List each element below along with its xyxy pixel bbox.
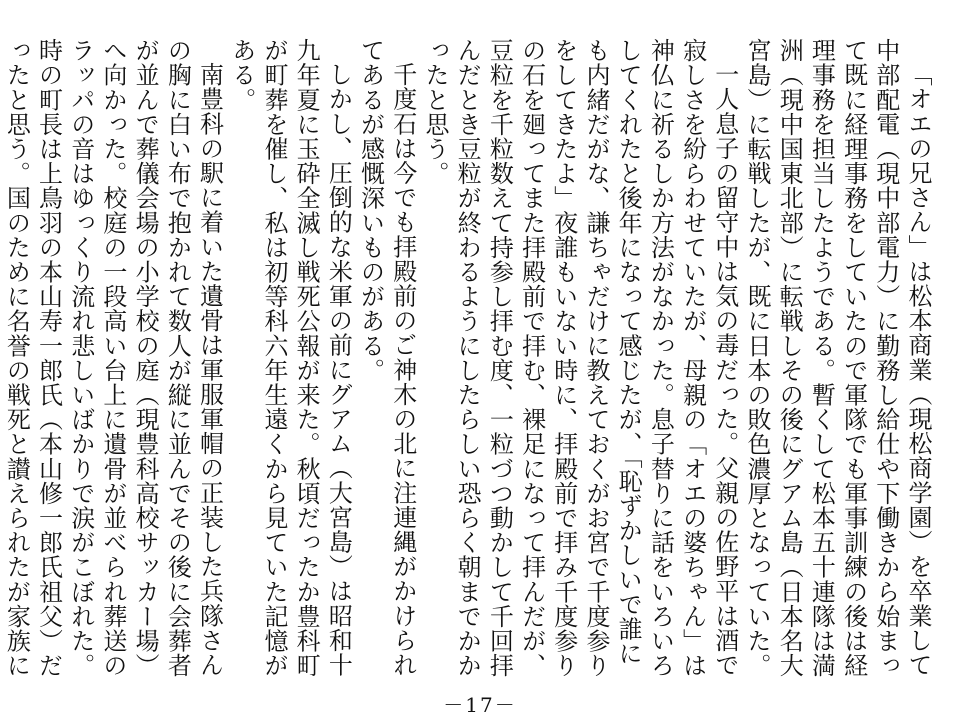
paragraph-1: 「オエの兄さん」は松本商業（現松商学園）を卒業して中部配電（現中部電力）に勤務し給仕や下働きから始まって既に経理事務をしていたので軍隊でも軍事訓練の後は経理事務を担当したようである。暫くして松本五十連隊は満洲（現中国東北部）に転戦しその後にグアム島（日本名大宮島）に転戦したが、既に日本の敗色濃厚となっていた。 bbox=[742, 38, 932, 678]
paragraph-4: しかし、圧倒的な米軍の前にグアム（大宮島）は昭和十九年夏に玉砕全滅し戦死公報が来た。秋頃だったか豊科町が町葬を催し、私は初等科六年生遠くから見ていた記憶がある。 bbox=[227, 38, 353, 678]
body-text bbox=[2, 38, 934, 678]
paragraph-2: 一人息子の留守中は気の毒だった。父親の佐野平は酒で寂しさを紛らわせていたが、母親の「オエの婆ちゃん」は神仏に祈るしか方法がなかった。息子替りに話をいろいろしてくれたと後年になって感じたが、「恥ずかしいで誰にも内緒だがな、謙ちゃだけに教えておくがお宮で千度参りをしてきたよ」夜誰もいない時に、拝殿前で拝み千度参りの石を廻ってまた拝殿前で拝む、裸足になって拝んだが、豆粒を千粒数えて持参し拝む度、一粒づつ動かして千回拝んだとき豆粒が終わるようにしたらしい恐らく朝までかかったと思う。 bbox=[420, 38, 739, 678]
page-number: －17－ bbox=[443, 693, 517, 717]
paragraph-3: 千度石は今でも拝殿前のご神木の北に注連縄がかけられてあるが感慨深いものがある。 bbox=[356, 38, 417, 677]
paragraph-5: 南豊科の駅に着いた遺骨は軍服軍帽の正装した兵隊さんの胸に白い布で抱かれて数人が縦に並んでその後に会葬者が並んで葬儀会場の小学校の庭（現豊科高校サッカー場）へ向かった。校庭の一段高い台上に遺骨が並べられ葬送のラッパの音はゆっくり流れ悲しいばかりで涙がこぼれた。時の町長は上鳥羽の本山寿一郎氏（本山修一郎氏祖父）だったと思う。国のために名誉の戦死と讃えられたが家族に bbox=[2, 38, 224, 678]
